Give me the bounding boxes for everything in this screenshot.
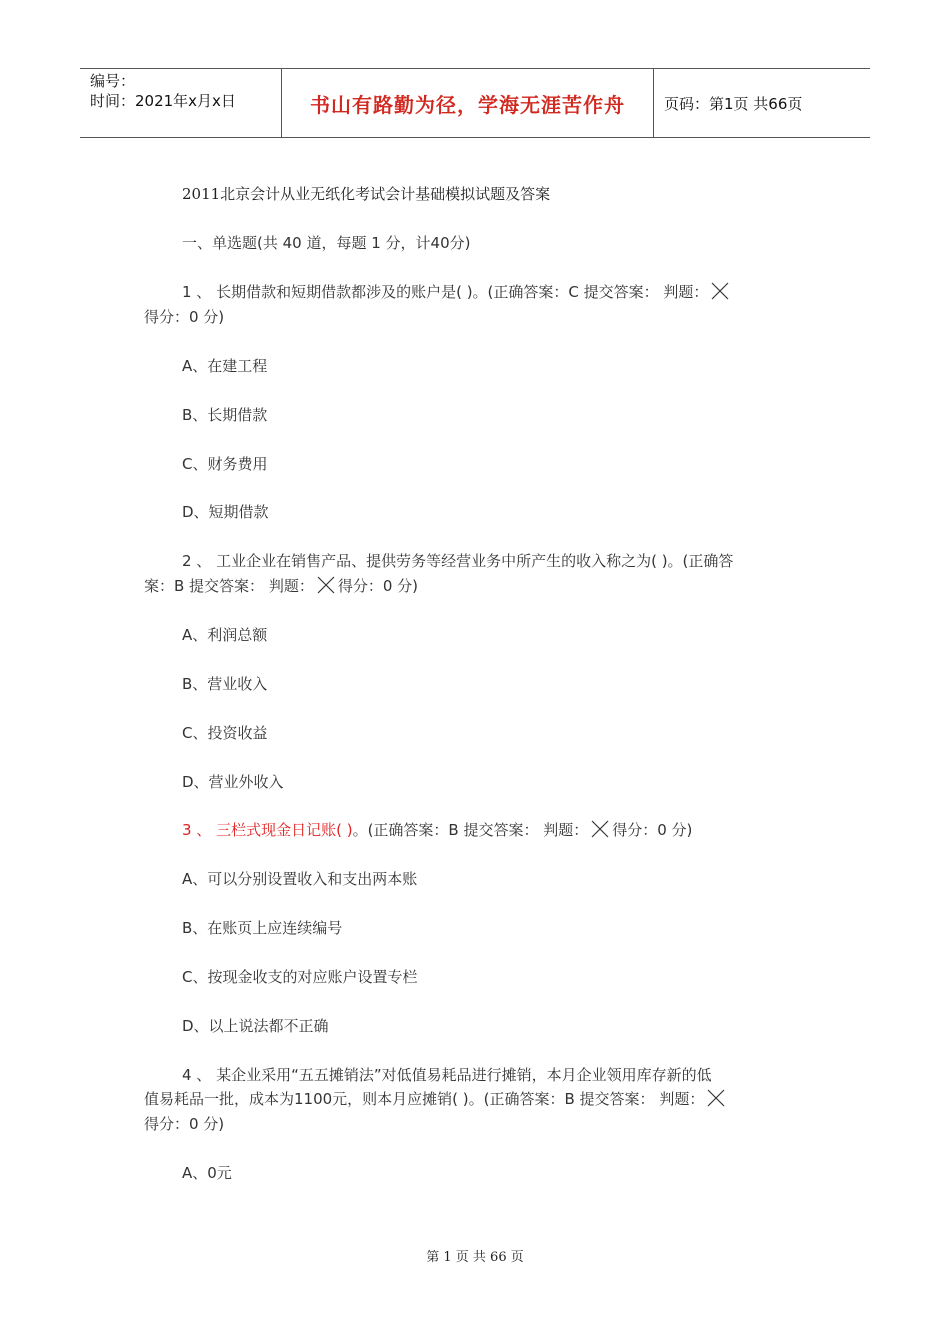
question-3-answer: 。(正确答案：B 提交答案： 判题： [352,821,589,839]
x-mark-icon [317,576,335,594]
document-number-label: 编号： [90,72,136,90]
header-page-info: 页码：第1页 共66页 [664,94,803,113]
page-footer: 第 1 页 共 66 页 [426,1250,524,1265]
question-3-option-a: A、可以分别设置收入和支出两本账 [182,870,418,888]
question-1-option-c: C、财务费用 [182,455,268,473]
question-1-stem [144,280,814,305]
question-3-option-b: B、在账页上应连续编号 [182,919,343,937]
question-3-option-c: C、按现金收支的对应账户设置专栏 [182,968,418,986]
question-2-option-a: A、利润总额 [182,626,268,644]
question-1-text: 1 、 长期借款和短期借款都涉及的账户是( )。(正确答案：C 提交答案： 判题： [182,283,709,301]
section-heading: 一、单选题(共 40 道，每题 1 分，计40分) [182,234,471,252]
x-mark-icon [711,282,729,300]
question-4-option-a: A、0元 [182,1164,232,1182]
question-2-answer: 案：B 提交答案： 判题： [144,577,314,595]
question-4-text: 值易耗品一批，成本为1100元，则本月应摊销( )。(正确答案：B 提交答案： 判题： [144,1090,705,1108]
page-header [80,68,870,138]
question-2-score [144,574,814,599]
question-2-stem: 2 、 工业企业在销售产品、提供劳务等经营业务中所产生的收入称之为( )。(正确答 [182,552,734,570]
question-2-option-b: B、营业收入 [182,675,268,693]
question-4-stem-continued [144,1087,814,1112]
header-meta [80,69,282,137]
question-3-text: 3 、 三栏式现金日记账( ) [182,821,353,839]
question-3-option-d: D、以上说法都不正确 [182,1017,329,1035]
question-2-option-d: D、营业外收入 [182,773,284,791]
question-1-option-d: D、短期借款 [182,503,269,521]
question-4-stem: 4 、 某企业采用“五五摊销法”对低值易耗品进行摊销，本月企业领用库存新的低 [182,1066,712,1084]
document-title: 2011北京会计从业无纸化考试会计基础模拟试题及答案 [182,185,551,203]
x-mark-icon [707,1089,725,1107]
question-3-stem [144,818,814,843]
header-motto: 书山有路勤为径，学海无涯苦作舟 [282,69,654,137]
document-date-label: 时间：2021年x月x日 [90,92,236,110]
question-2-points: 得分：0 分) [337,577,418,595]
question-2-option-c: C、投资收益 [182,724,268,742]
x-mark-icon [591,820,609,838]
question-1-option-a: A、在建工程 [182,357,268,375]
question-1-option-b: B、长期借款 [182,406,268,424]
question-3-points: 得分：0 分) [612,821,693,839]
question-4-score: 得分：0 分) [144,1115,225,1133]
question-1-score: 得分：0 分) [144,308,225,326]
